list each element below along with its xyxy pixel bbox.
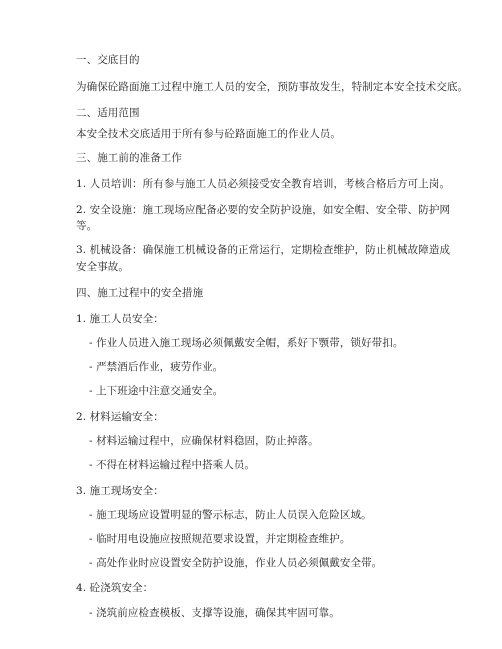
list-item-continuation: 安全事故。 <box>76 261 129 273</box>
bullet-item: - 不得在材料运输过程中搭乘人员。 <box>89 459 256 471</box>
bullet-item: - 临时用电设施应按照规范要求设置，并定期检查维护。 <box>89 533 351 545</box>
bullet-item: - 高处作业时应设置安全防护设施，作业人员必须佩戴安全带。 <box>89 557 383 569</box>
list-item: 1. 人员培训：所有参与施工人员必须接受安全教育培训，考核合格后方可上岗。 <box>76 178 451 190</box>
subsection-heading: 2. 材料运输安全： <box>76 411 164 423</box>
section-heading-purpose: 一、交底目的 <box>76 54 140 66</box>
bullet-item: - 浇筑前应检查模板、支撑等设施，确保其牢固可靠。 <box>89 607 340 619</box>
bullet-item: - 作业人员进入施工现场必须佩戴安全帽，系好下颚带，锁好带扣。 <box>89 337 404 349</box>
section-heading-scope: 二、适用范围 <box>76 107 140 119</box>
list-item-continuation: 等。 <box>76 220 98 232</box>
subsection-heading: 4. 砼浇筑安全： <box>76 582 154 594</box>
section-heading-preparation: 三、施工前的准备工作 <box>76 152 182 164</box>
section-heading-measures: 四、施工过程中的安全措施 <box>76 287 204 299</box>
section-body-purpose: 为确保砼路面施工过程中施工人员的安全，预防事故发生，特制定本安全技术交底。 <box>76 81 469 93</box>
list-item: 3. 机械设备：确保施工机械设备的正常运行，定期检查维护，防止机械故障造成 <box>76 244 451 256</box>
bullet-item: - 施工现场应设置明显的警示标志，防止人员误入危险区域。 <box>89 509 372 521</box>
list-item: 2. 安全设施：施工现场应配备必要的安全防护设施，如安全帽、安全带、防护网 <box>76 204 451 216</box>
section-body-scope: 本安全技术交底适用于所有参与砼路面施工的作业人员。 <box>76 128 341 140</box>
subsection-heading: 1. 施工人员安全： <box>76 313 164 325</box>
subsection-heading: 3. 施工现场安全： <box>76 485 164 497</box>
bullet-item: - 材料运输过程中，应确保材料稳固，防止掉落。 <box>89 435 319 447</box>
bullet-item: - 严禁酒后作业，疲劳作业。 <box>89 361 224 373</box>
bullet-item: - 上下班途中注意交通安全。 <box>89 385 224 397</box>
